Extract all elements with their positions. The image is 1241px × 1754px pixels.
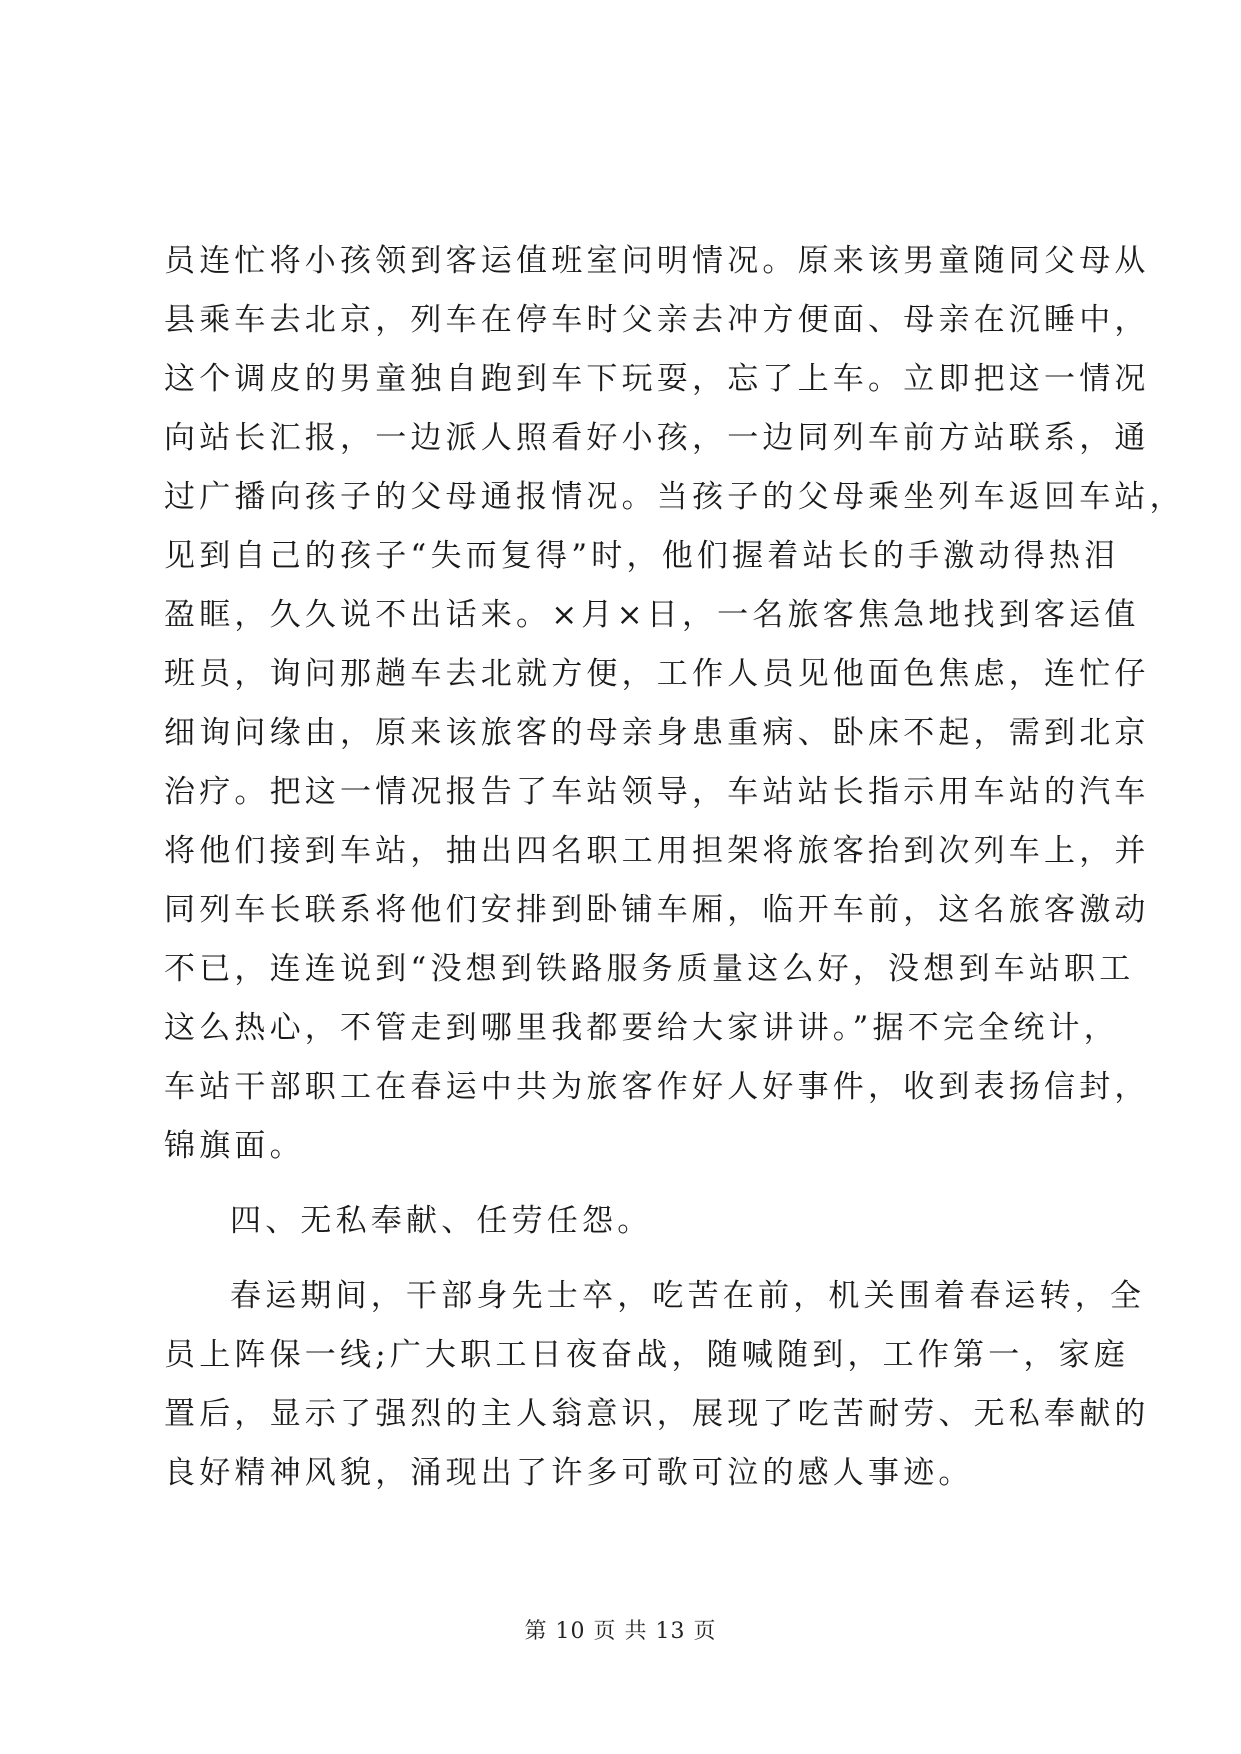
- text-line: 同列车长联系将他们安排到卧铺车厢，临开车前，这名旅客激动: [164, 892, 1150, 928]
- text-line: 将他们接到车站，抽出四名职工用担架将旅客抬到次列车上，并: [164, 833, 1150, 869]
- text-line: 员上阵保一线;广大职工日夜奋战，随喊随到，工作第一，家庭: [164, 1337, 1130, 1373]
- text-line: 见到自己的孩子“失而复得”时，他们握着站长的手激动得热泪: [164, 538, 1120, 574]
- section-heading: 四、无私奉献、任劳任怨。: [230, 1203, 653, 1239]
- text-line: 良好精神风貌，涌现出了许多可歌可泣的感人事迹。: [164, 1455, 974, 1491]
- text-line: 细询问缘由，原来该旅客的母亲身患重病、卧床不起，需到北京: [164, 715, 1150, 751]
- text-line: 过广播向孩子的父母通报情况。当孩子的父母乘坐列车返回车站，: [164, 479, 1185, 515]
- text-line: 不已，连连说到“没想到铁路服务质量这么好，没想到车站职工: [164, 951, 1135, 987]
- page-number-footer: 第 10 页 共 13 页: [524, 1619, 717, 1644]
- text-line: 员连忙将小孩领到客运值班室问明情况。原来该男童随同父母从: [164, 243, 1150, 279]
- text-line: 春运期间，干部身先士卒，吃苦在前，机关围着春运转，全: [230, 1278, 1146, 1314]
- text-line: 治疗。把这一情况报告了车站领导，车站站长指示用车站的汽车: [164, 774, 1150, 810]
- text-line: 班员，询问那趟车去北就方便，工作人员见他面色焦虑，连忙仔: [164, 656, 1150, 692]
- document-body: [164, 232, 1185, 1503]
- text-line: 置后，显示了强烈的主人翁意识，展现了吃苦耐劳、无私奉献的: [164, 1396, 1150, 1432]
- text-line: 锦旗面。: [164, 1128, 305, 1164]
- text-line: 向站长汇报，一边派人照看好小孩，一边同列车前方站联系，通: [164, 420, 1150, 456]
- text-line: 这么热心，不管走到哪里我都要给大家讲讲。”据不完全统计，: [164, 1010, 1119, 1046]
- text-line: 这个调皮的男童独自跑到车下玩耍，忘了上车。立即把这一情况: [164, 361, 1150, 397]
- text-line: 车站干部职工在春运中共为旅客作好人好事件，收到表扬信封，: [164, 1069, 1150, 1105]
- text-line: 县乘车去北京，列车在停车时父亲去冲方便面、母亲在沉睡中，: [164, 302, 1150, 338]
- text-line: 盈眶，久久说不出话来。×月×日，一名旅客焦急地找到客运值: [164, 597, 1140, 633]
